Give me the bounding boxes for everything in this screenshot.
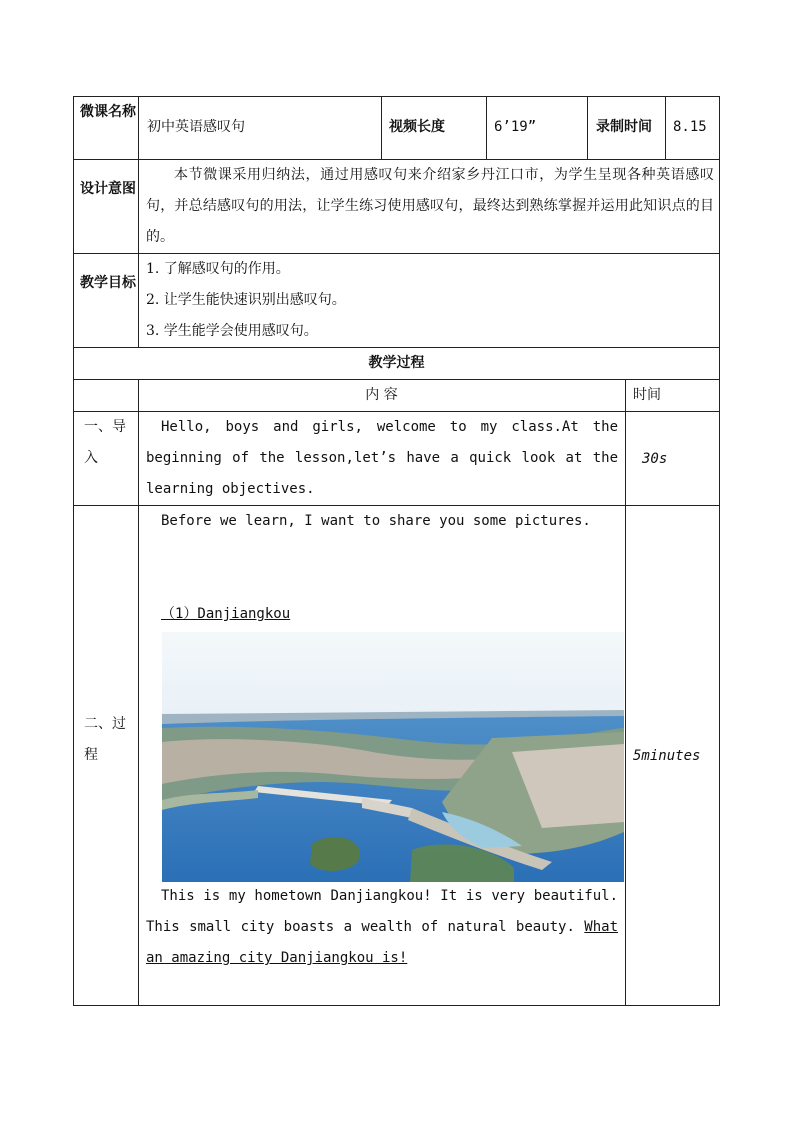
rule-left <box>73 96 74 1006</box>
rule-bottom <box>73 1005 720 1006</box>
length-value: 6’19” <box>494 119 537 135</box>
rule <box>625 379 626 1006</box>
goals-label: 教学目标 <box>80 275 136 291</box>
main-label: 二、过程 <box>84 716 126 763</box>
hometown-text: This is my hometown Danjiangkou! It is very beautiful. This small city boasts a wealth of natural beauty. <box>146 888 618 935</box>
intro-label: 一、导入 <box>84 419 126 466</box>
intro-line: Before we learn, I want to share you some pictures. <box>161 513 591 529</box>
photo-caption: （1）Danjiangkou <box>161 606 291 622</box>
goal-item-1: 1. 了解感叹句的作用。 <box>146 261 290 277</box>
rule <box>587 96 588 160</box>
length-label: 视频长度 <box>389 119 445 135</box>
intro-time: 30s <box>642 451 668 467</box>
rule-top <box>73 96 720 97</box>
design-text: 本节微课采用归纳法，通过用感叹句来介绍家乡丹江口市，为学生呈现各种英语感叹句，并总结感叹句的用法，让学生练习使用感叹句，最终达到熟练掌握并运用此知识点的目的。 <box>146 167 714 245</box>
record-label: 录制时间 <box>596 119 652 135</box>
main-time: 5minutes <box>633 748 701 764</box>
hometown-paragraph <box>146 881 618 974</box>
rule-right <box>719 96 720 1006</box>
design-label: 设计意图 <box>80 181 136 197</box>
col-content-header: 内 容 <box>365 387 398 403</box>
intro-text: Hello, boys and girls, welcome to my class.At the beginning of the lesson,let’s have a quick look at the learning objectives. <box>146 419 618 497</box>
record-value: 8.15 <box>673 119 707 135</box>
goal-item-2: 2. 让学生能快速识别出感叹句。 <box>146 292 346 308</box>
rule <box>381 96 382 160</box>
exclamation-example: What an amazing city Danjiangkou is! <box>146 919 619 966</box>
danjiangkou-photo <box>162 632 624 882</box>
rule <box>486 96 487 160</box>
rule <box>138 379 139 1006</box>
process-title: 教学过程 <box>368 355 425 371</box>
rule <box>138 96 139 348</box>
col-time-header: 时间 <box>633 387 661 403</box>
name-label: 微课名称 <box>80 104 136 120</box>
rule <box>665 96 666 160</box>
goal-item-3: 3. 学生能学会使用感叹句。 <box>146 323 318 339</box>
name-value: 初中英语感叹句 <box>147 119 245 135</box>
